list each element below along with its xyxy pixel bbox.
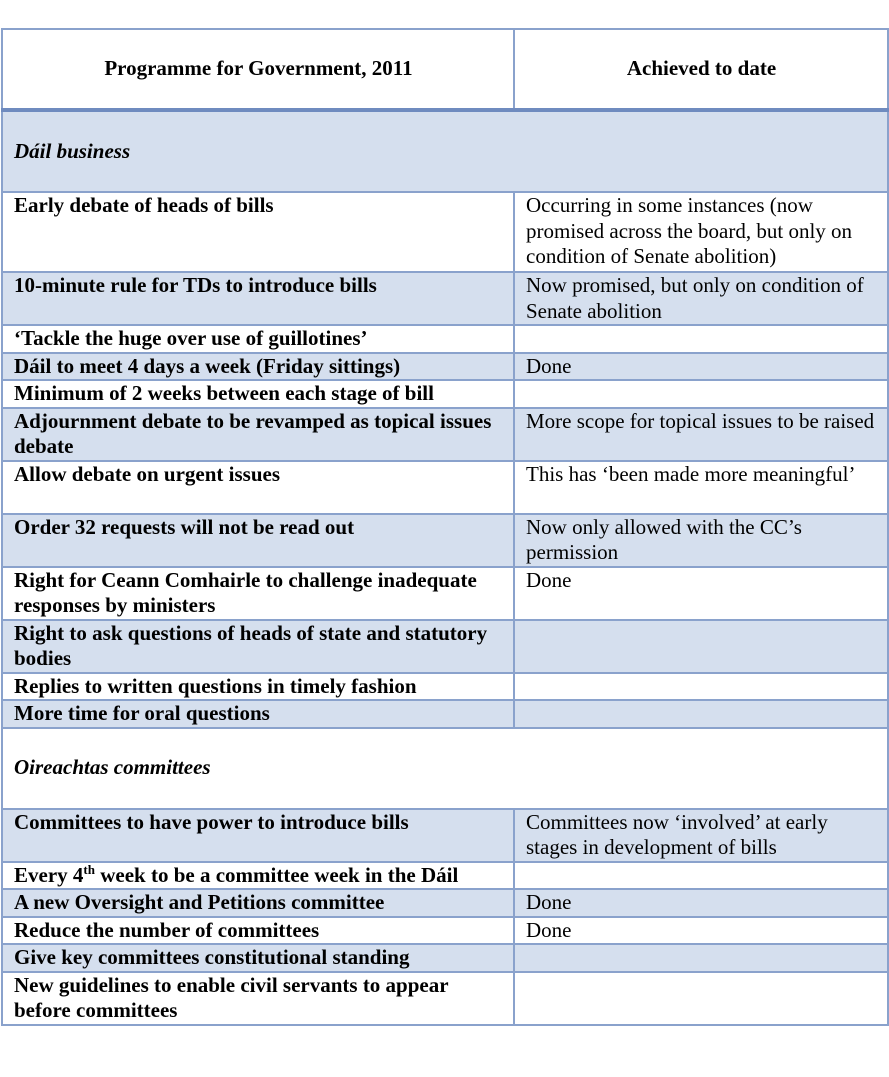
achieved-cell [514,944,888,972]
table-row [2,567,888,620]
achieved-cell [514,700,888,728]
commitment-text-post: week to be a committee week in the Dáil [94,862,459,887]
commitment-cell: Replies to written questions in timely fashion [2,673,514,701]
achieved-cell: Done [514,353,888,381]
commitment-cell: Order 32 requests will not be read out [2,514,514,567]
header-row [2,29,888,110]
commitment-cell: ‘Tackle the huge over use of guillotines’ [2,325,514,353]
achieved-cell: This has ‘been made more meaningful’ [514,461,888,514]
table-row [2,700,888,728]
commitment-cell: Early debate of heads of bills [2,192,514,272]
commitment-cell: Allow debate on urgent issues [2,461,514,514]
table-row [2,620,888,673]
achieved-cell [514,325,888,353]
table-row [2,889,888,917]
table-row [2,380,888,408]
section-title: Dáil business [2,110,888,192]
commitment-cell: Minimum of 2 weeks between each stage of bill [2,380,514,408]
commitment-cell: Right for Ceann Comhairle to challenge inadequate responses by ministers [2,567,514,620]
commitment-cell: Reduce the number of committees [2,917,514,945]
achieved-cell: Done [514,889,888,917]
table-row [2,862,888,890]
table-row [2,461,888,514]
commitment-cell: New guidelines to enable civil servants to appear before committees [2,972,514,1025]
programme-table [1,28,889,1026]
table-row [2,408,888,461]
achieved-cell [514,862,888,890]
header-programme: Programme for Government, 2011 [2,29,514,110]
table-row [2,972,888,1025]
commitment-text-pre: Every 4 [14,862,84,887]
achieved-cell [514,620,888,673]
commitment-cell: A new Oversight and Petitions committee [2,889,514,917]
achieved-cell: Occurring in some instances (now promised across the board, but only on condition of Senate abolition) [514,192,888,272]
table-row [2,809,888,862]
achieved-cell: Committees now ‘involved’ at early stages in development of bills [514,809,888,862]
achieved-cell: Done [514,567,888,620]
section-row [2,110,888,192]
commitment-cell: Adjournment debate to be revamped as topical issues debate [2,408,514,461]
achieved-cell [514,380,888,408]
section-row [2,728,888,809]
table-row [2,325,888,353]
commitment-cell: Right to ask questions of heads of state and statutory bodies [2,620,514,673]
table-row [2,673,888,701]
table-row [2,192,888,272]
commitment-cell [2,862,514,890]
table-row [2,514,888,567]
achieved-cell [514,972,888,1025]
table-row [2,917,888,945]
commitment-cell: 10-minute rule for TDs to introduce bills [2,272,514,325]
achieved-cell: Now only allowed with the CC’s permission [514,514,888,567]
achieved-cell [514,673,888,701]
commitment-cell: Give key committees constitutional standing [2,944,514,972]
achieved-cell: Done [514,917,888,945]
commitment-cell: Committees to have power to introduce bills [2,809,514,862]
section-title: Oireachtas committees [2,728,888,809]
header-achieved: Achieved to date [514,29,888,110]
commitment-cell: More time for oral questions [2,700,514,728]
table-row [2,944,888,972]
ordinal-suffix: th [83,861,95,877]
achieved-cell: Now promised, but only on condition of Senate abolition [514,272,888,325]
achieved-cell: More scope for topical issues to be raised [514,408,888,461]
table-row [2,272,888,325]
commitment-cell: Dáil to meet 4 days a week (Friday sittings) [2,353,514,381]
table-row [2,353,888,381]
